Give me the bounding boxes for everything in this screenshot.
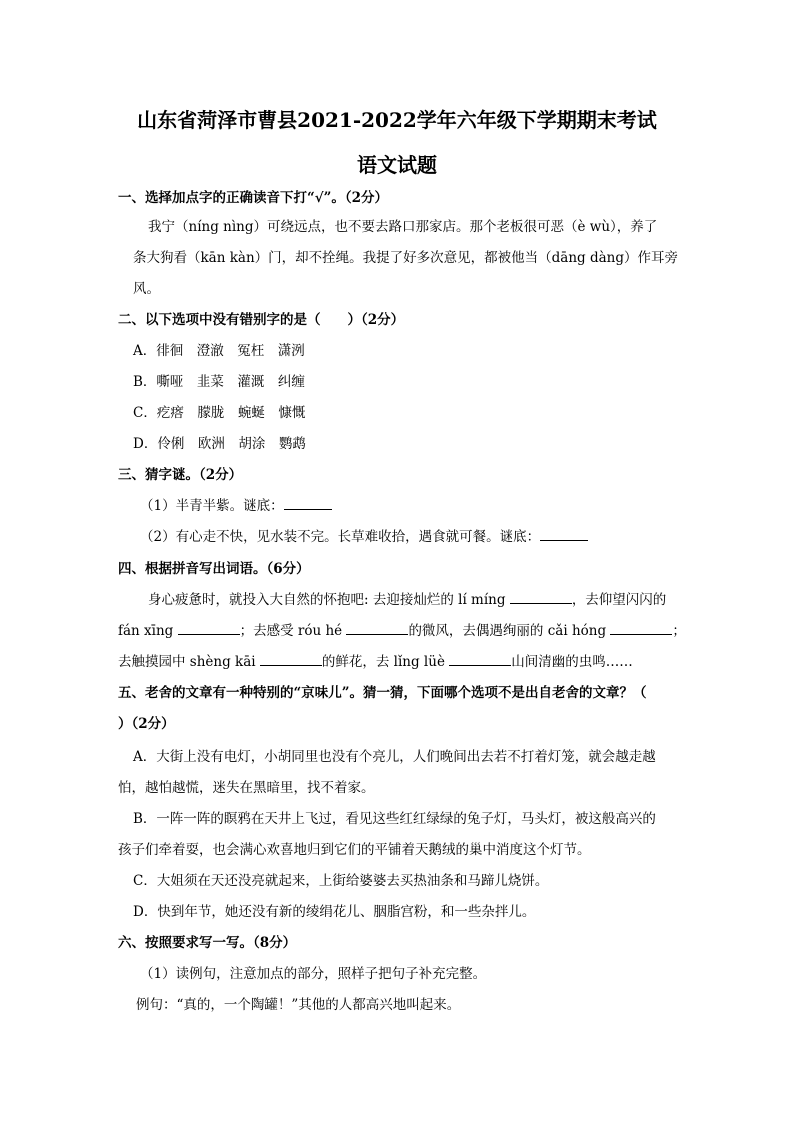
q4-text: 的微风，去偶遇绚丽的 cǎi hóng <box>408 623 611 639</box>
q5-option-a: A．大街上没有电灯，小胡同里也没有个亮儿，人们晚间出去若不打着灯笼，就会越走越 <box>133 749 656 765</box>
q5-option-d: D．快到年节，她还没有新的绫绢花儿、胭脂宫粉，和一些杂拌儿。 <box>133 904 536 920</box>
q4-heading: 四、根据拼音写出词语。（6分） <box>118 561 310 577</box>
q3-item-2 <box>140 528 588 546</box>
q1-text-line: 风。 <box>133 281 160 297</box>
answer-blank[interactable] <box>449 653 511 666</box>
q4-text: 的鲜花，去 lǐng lüè <box>321 654 450 670</box>
q2-heading: 二、以下选项中没有错别字的是（ ）（2分） <box>118 312 405 328</box>
q4-text: 身心疲惫时，就投入大自然的怀抱吧: 去迎接灿烂的 lí míng <box>148 592 510 608</box>
answer-blank[interactable] <box>346 622 408 635</box>
exam-subtitle: 语文试题 <box>357 153 437 177</box>
q2-option-c: C．疙瘩 朦胧 蜿蜒 慷慨 <box>133 405 306 421</box>
q4-text: 去触摸园中 shèng kāi <box>118 654 260 670</box>
q4-line-3 <box>118 653 633 671</box>
answer-blank[interactable] <box>510 591 572 604</box>
answer-blank[interactable] <box>610 622 672 635</box>
q5-heading: 五、老舍的文章有一种特别的“京味儿”。猜一猜，下面哪个选项不是出自老舍的文章？（ <box>118 685 647 701</box>
answer-blank[interactable] <box>284 497 332 510</box>
q4-text: ；去感受 róu hé <box>239 623 347 639</box>
q6-heading: 六、按照要求写一写。（8分） <box>118 935 297 951</box>
q3-item-1 <box>140 497 332 515</box>
q3-item-2-text: （2）有心走不快，见水装不完。长草难收拾，遇食就可餐。谜底： <box>140 529 541 545</box>
q6-example: 例句：“真的，一个陶罐！”其他的人都高兴地叫起来。 <box>136 997 461 1013</box>
answer-blank[interactable] <box>540 528 588 541</box>
q1-heading: 一、选择加点字的正确读音下打“√”。（2分） <box>118 190 389 206</box>
q3-heading: 三、猜字谜。（2分） <box>118 467 243 483</box>
q3-item-1-text: （1）半青半紫。谜底： <box>140 498 284 514</box>
answer-blank[interactable] <box>178 622 240 635</box>
q5-option-b: B．一阵一阵的瞑鸦在天井上飞过，看见这些红红绿绿的兔子灯，马头灯，被这般高兴的 <box>133 811 656 827</box>
q4-line-2 <box>118 622 686 640</box>
q4-text: 山间清幽的虫鸣…… <box>511 654 633 670</box>
q4-line-1 <box>148 591 666 609</box>
q2-option-b: B．嘶哑 韭菜 灌溉 纠缠 <box>133 374 305 390</box>
q5-option-c: C．大姐须在天还没亮就起来，上街给婆婆去买热油条和马蹄儿烧饼。 <box>133 873 549 889</box>
q5-option-a-cont: 怕，越怕越慌，迷失在黑暗里，找不着家。 <box>118 780 375 796</box>
q1-text-line: 我宁（níng nìng）可绕远点，也不要去路口那家店。那个老板很可恶（è wù），养了 <box>148 219 658 235</box>
q5-option-b-cont: 孩子们牵着耍，也会满心欢喜地归到它们的平铺着天鹅绒的巢中消度这个灯节。 <box>118 842 591 858</box>
q5-heading-cont: ）（2分） <box>118 716 175 732</box>
q6-sub-1: （1）读例句，注意加点的部分，照样子把句子补充完整。 <box>140 966 487 982</box>
q2-option-a: A．徘徊 澄澈 冤枉 潇洌 <box>133 343 305 359</box>
exam-title: 山东省菏泽市曹县2021-2022学年六年级下学期期末考试 <box>137 108 657 132</box>
q4-text: ，去仰望闪闪的 <box>571 592 667 608</box>
q1-text-line: 条大狗看（kān kàn）门，却不拴绳。我提了好多次意见，都被他当（dāng dàng）作耳旁 <box>133 250 678 266</box>
q4-text: fán xīng <box>118 623 178 639</box>
q2-option-d: D．伶俐 欧洲 胡涂 鹦鹉 <box>133 436 306 452</box>
answer-blank[interactable] <box>260 653 322 666</box>
q4-text: ； <box>672 623 686 639</box>
